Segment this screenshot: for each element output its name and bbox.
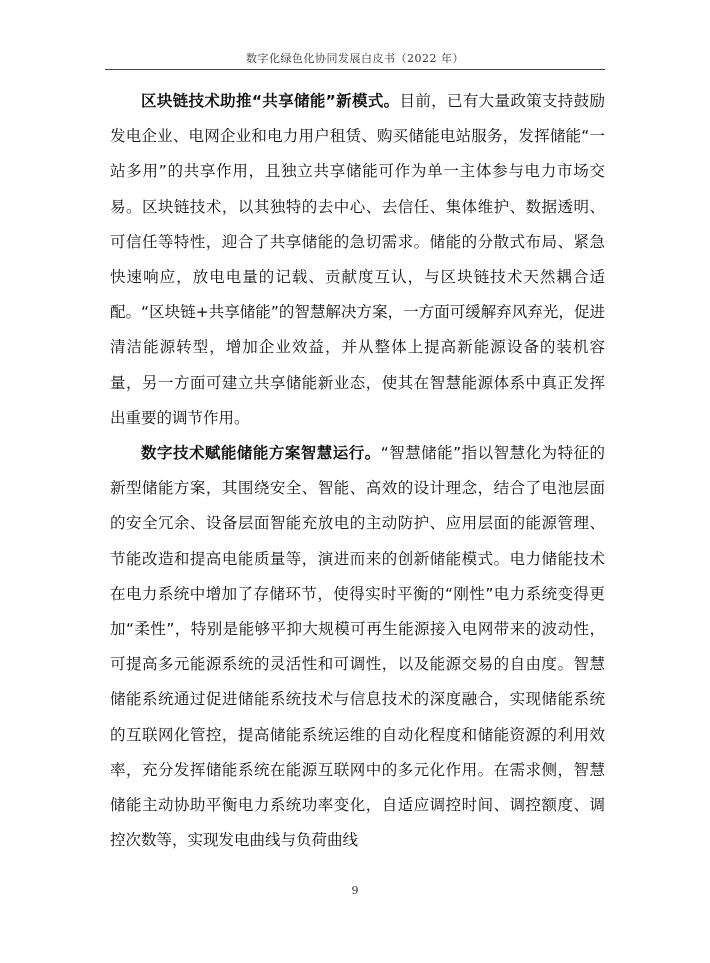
paragraph-text: “智慧储能”指以智慧化为特征的新型储能方案，其围绕安全、智能、高效的设计理念，结合了电池层面的安全冗余、设备层面智能充放电的主动防护、应用层面的能源管理、节能改造和提高电能质量等，演进而来的创新储能模式。电力储能技术在电力系统中增加了存储环节，使得实时平衡的“刚性”电力系统变得更加“柔性”，特别是能够平抑大规模可再生能源接入电网带来的波动性，可提高多元能源系统的灵活性和可调性，以及能源交易的自由度。智慧储能系统通过促进储能系统技术与信息技术的深度融合，实现储能系统的互联网化管控，提高储能系统运维的自动化程度和储能资源的利用效率，充分发挥储能系统在能源互联网中的多元化作用。在需求侧，智慧储能主动协助平衡电力系统功率变化，自适应调控时间、调控额度、调控次数等，实现发电曲线与负荷曲线 <box>110 444 605 850</box>
body-text <box>110 84 605 858</box>
paragraph-lead: 数字技术赋能储能方案智慧运行。 <box>141 444 381 463</box>
paragraph-lead: 区块链技术助推“共享储能”新模式。 <box>141 92 400 110</box>
page-number: 9 <box>351 884 359 897</box>
paragraph-text: 目前，已有大量政策支持鼓励发电企业、电网企业和电力用户租赁、购买储能电站服务，发挥储能“一站多用”的共享作用，且独立共享储能可作为单一主体参与电力市场交易。区块链技术，以其独特的去中心、去信任、集体维护、数据透明、可信任等特性，迎合了共享储能的急切需求。储能的分散式布局、紧急快速响应，放电电量的记载、贡献度互认，与区块链技术天然耦合适配。“区块链+共享储能”的智慧解决方案，一方面可缓解弃风弃光，促进清洁能源转型，增加企业效益，并从整体上提高新能源设备的装机容量，另一方面可建立共享储能新业态，使其在智慧能源体系中真正发挥出重要的调节作用。 <box>110 92 605 427</box>
running-header: 数字化绿色化协同发展白皮书（2022 年） <box>246 52 464 65</box>
header-rule <box>105 69 605 70</box>
paragraph <box>110 84 605 436</box>
paragraph <box>110 436 605 858</box>
